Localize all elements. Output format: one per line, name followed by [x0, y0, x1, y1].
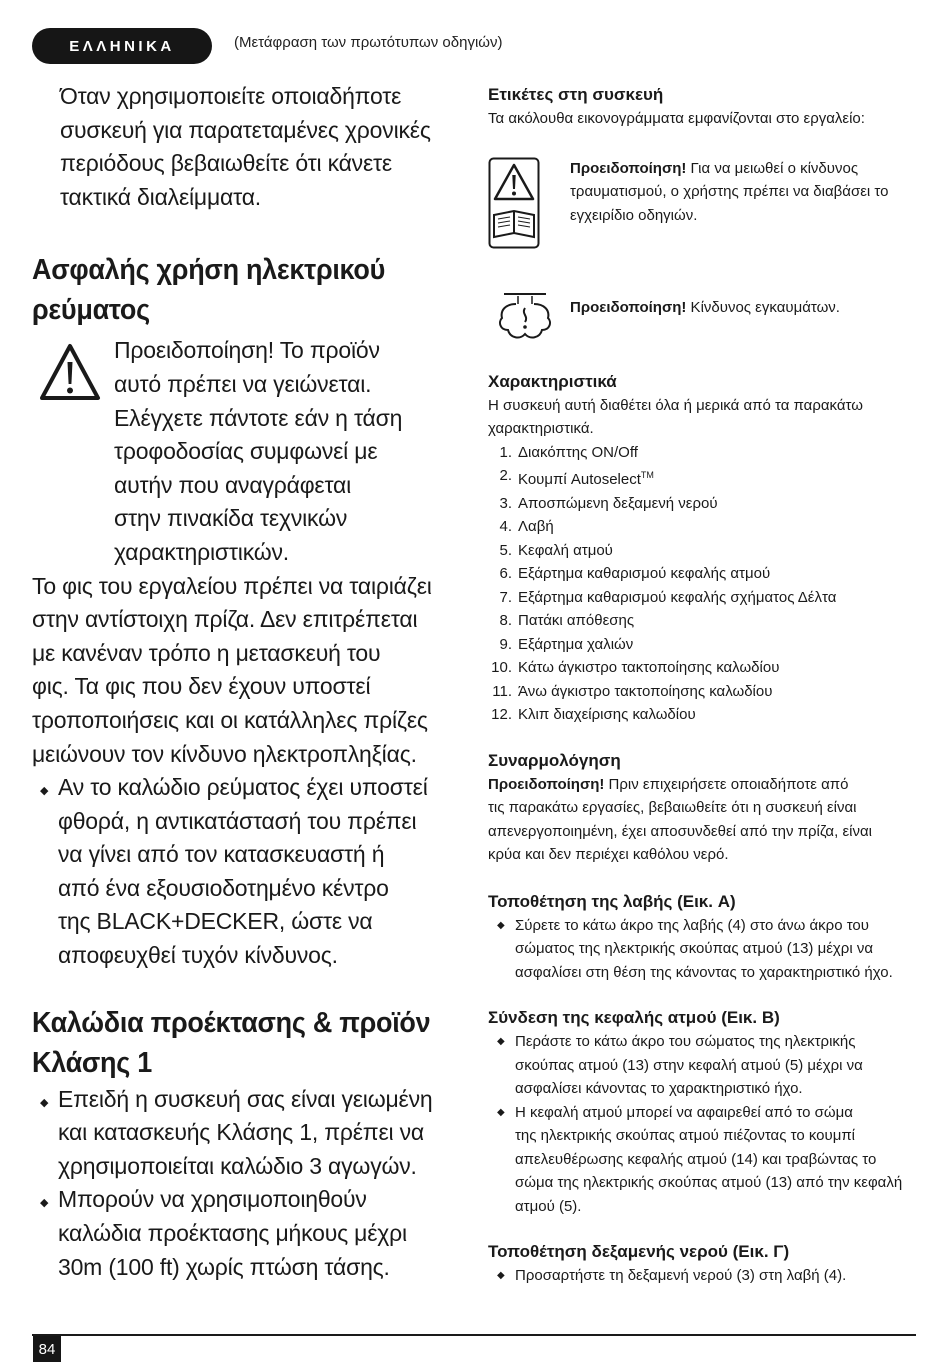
section-heading-extension-cables — [32, 1003, 432, 1083]
list-item: 1. Διακόπτης ON/Off — [499, 443, 638, 461]
tank-heading: Τοποθέτηση δεξαμενής νερού (Εικ. Γ) — [488, 1242, 790, 1261]
text-line: στην πινακίδα τεχνικών — [114, 505, 348, 532]
labels-heading: Ετικέτες στη συσκευή — [488, 85, 664, 104]
text-line: Προσαρτήστε τη δεξαμενή νερού (3) στη λαβή (4). — [515, 1267, 847, 1284]
text-line: τροποποιήσεις και οι κατάλληλες πρίζες — [32, 706, 428, 733]
text-line: αυτό πρέπει να γειώνεται. — [114, 370, 372, 397]
text-line: σώμα της ηλεκτρικής σκούπας ατμού (13) από την κεφαλή — [515, 1174, 903, 1191]
text-line: Αν το καλώδιο ρεύματος έχει υποστεί — [58, 774, 428, 801]
text-line: Όταν χρησιμοποιείτε οποιαδήποτε — [60, 83, 402, 109]
text-line: τακτικά διαλείμματα. — [60, 183, 261, 210]
text-line: Κίνδυνος εγκαυμάτων. — [686, 299, 840, 316]
page-number: 84 — [33, 1336, 61, 1362]
text-line: απενεργοποιημένη, έχει αποσυνδεθεί από την πρίζα, είναι — [488, 822, 872, 840]
list-item — [488, 1030, 928, 1101]
text-line: τροφοδοσίας συμφωνεί με — [114, 438, 378, 465]
list-item: 11. Άνω άγκιστρο τακτοποίησης καλωδίου — [492, 682, 773, 700]
text-line: Επειδή η συσκευή σας είναι γειωμένη — [58, 1085, 433, 1112]
text-line: Η κεφαλή ατμού μπορεί να αφαιρεθεί από το σώμα — [515, 1103, 853, 1121]
list-item — [32, 1183, 462, 1284]
list-item: 9. Εξάρτημα χαλιών — [499, 635, 634, 653]
text-line: χαρακτηριστικά. — [488, 420, 594, 437]
text-line: να γίνει από τον κατασκευαστή ή — [58, 841, 385, 868]
bullet-diamond-icon: ◆ — [497, 1270, 505, 1281]
text-line: Ελέγχετε πάντοτε εάν η τάση — [114, 404, 403, 431]
language-badge: ΕΛΛΗΝΙΚΑ — [32, 28, 212, 64]
text-line: Το προϊόν — [273, 337, 380, 364]
list-item: 4. Λαβή — [499, 518, 554, 535]
text-line: περιόδους βεβαιωθείτε ότι κάνετε — [60, 150, 392, 177]
text-line: μειώνουν τον κίνδυνο ηλεκτροπληξίας. — [32, 740, 417, 767]
warning-label: Προειδοποίηση! — [114, 337, 274, 364]
list-item: 8. Πατάκι απόθεσης — [499, 612, 635, 629]
labels-intro: Τα ακόλουθα εικονογράμματα εμφανίζονται στο εργαλείο: — [488, 110, 865, 127]
text-line: ατμού (5). — [515, 1197, 582, 1215]
header-note: (Μετάφραση των πρωτότυπων οδηγιών) — [234, 34, 503, 51]
text-line: της BLACK+DECKER, ώστε να — [58, 908, 373, 935]
handle-heading: Τοποθέτηση της λαβής (Εικ. A) — [488, 891, 736, 911]
text-line: αυτήν που αναγράφεται — [114, 471, 352, 498]
list-item: 12. Κλιπ διαχείρισης καλωδίου — [491, 706, 696, 723]
bullet-diamond-icon: ◆ — [497, 919, 505, 931]
text-line: απελευθέρωσης κεφαλής ατμού (14) και τραβώντας το — [515, 1150, 877, 1168]
features-list — [488, 441, 928, 727]
text-line: φθορά, η αντικατάστασή του πρέπει — [58, 807, 417, 834]
text-line: Το φις του εργαλείου πρέπει να ταιριάζει — [32, 572, 432, 599]
earthing-warning — [32, 334, 462, 569]
text-line: ασφαλίσει κάνοντας το χαρακτηριστικό ήχο. — [515, 1080, 803, 1097]
heading-line: Ασφαλής χρήση ηλεκτρικού — [32, 254, 386, 287]
bullet-diamond-icon: ◆ — [40, 1197, 49, 1210]
right-column — [488, 83, 928, 1288]
read-manual-icon — [488, 157, 540, 249]
text-line: Σύρετε το κάτω άκρο της λαβής (4) στο άνω άκρο του — [515, 916, 869, 934]
list-item: 2. Κουμπί Autoselect™ — [499, 467, 654, 488]
steamhead-heading: Σύνδεση της κεφαλής ατμού (Εικ. B) — [488, 1008, 780, 1027]
warning-label: Προειδοποίηση! — [570, 159, 687, 177]
text-line: 30m (100 ft) χωρίς πτώση τάσης. — [58, 1253, 390, 1280]
text-line: με κανέναν τρόπο η μετασκευή του — [32, 639, 381, 666]
text-line: Μπορούν να χρησιμοποιηθούν — [58, 1186, 367, 1213]
text-line: καλώδια προέκτασης μήκους μέχρι — [58, 1220, 407, 1247]
text-line: σώματος της ηλεκτρικής σκούπας ατμού (13) μέχρι να — [515, 940, 873, 957]
list-item — [488, 1264, 928, 1288]
burn-hazard-icon — [496, 292, 554, 342]
text-line: χρησιμοποιείται καλώδιο 3 αγωγών. — [58, 1152, 417, 1179]
text-line: και κατασκευής Κλάσης 1, πρέπει να — [58, 1119, 425, 1146]
label-burn-hazard — [488, 292, 928, 350]
list-item: 3. Αποσπώμενη δεξαμενή νερού — [499, 494, 718, 512]
left-column — [32, 80, 462, 1284]
text-line: Πριν επιχειρήσετε οποιαδήποτε από — [604, 775, 849, 793]
text-line: φις. Τα φις που δεν έχουν υποστεί — [32, 673, 371, 700]
text-line: κρύα και δεν περιέχει καθόλου νερό. — [488, 846, 729, 863]
plug-paragraph — [32, 570, 462, 772]
label-read-manual — [488, 157, 928, 257]
heading-line: Καλώδια προέκτασης & προϊόν — [32, 1006, 431, 1039]
text-line: χαρακτηριστικών. — [114, 538, 289, 565]
list-item — [32, 1083, 462, 1184]
assembly-paragraph — [488, 773, 928, 867]
bullet-diamond-icon: ◆ — [497, 1036, 505, 1047]
warning-label: Προειδοποίηση! — [570, 299, 687, 316]
list-item: 10. Κάτω άγκιστρο τακτοποίησης καλωδίου — [491, 659, 780, 676]
bullet-diamond-icon: ◆ — [497, 1106, 505, 1118]
text-line: συσκευή για παρατεταμένες χρονικές — [60, 116, 431, 143]
text-line: Περάστε το κάτω άκρο του σώματος της ηλεκτρικής — [515, 1033, 856, 1050]
features-intro — [488, 394, 928, 441]
text-line: εγχειρίδιο οδηγιών. — [570, 206, 698, 224]
list-item — [488, 914, 928, 985]
list-item — [32, 771, 462, 973]
text-line: σκούπας ατμού (13) στην κεφαλή ατμού (5) μέχρι να — [515, 1056, 863, 1074]
bullet-diamond-icon: ◆ — [40, 785, 49, 798]
heading-line: ρεύματος — [32, 294, 150, 327]
assembly-heading: Συναρμολόγηση — [488, 750, 621, 770]
text-line: τραυματισμού, ο χρήστης πρέπει να διαβάσει το — [570, 183, 889, 200]
heading-line: Κλάσης 1 — [32, 1046, 152, 1079]
text-line: στην αντίστοιχη πρίζα. Δεν επιτρέπεται — [32, 606, 418, 633]
warning-triangle-icon — [38, 342, 102, 406]
text-line: Για να μειωθεί ο κίνδυνος — [686, 159, 859, 177]
section-heading-electrical-safety — [32, 250, 432, 330]
list-item: 6. Εξάρτημα καθαρισμού κεφαλής ατμού — [499, 565, 771, 582]
list-item — [488, 1101, 928, 1219]
text-line: τις παρακάτω εργασίες, βεβαιωθείτε ότι η συσκευή είναι — [488, 799, 857, 816]
trademark-sup: TM — [640, 470, 654, 480]
footer-divider — [32, 1334, 916, 1336]
list-item: 5. Κεφαλή ατμού — [499, 541, 613, 559]
text-line: αποφευχθεί τυχόν κίνδυνος. — [58, 942, 338, 969]
text-line: Η συσκευή αυτή διαθέτει όλα ή μερικά από τα παρακάτω — [488, 396, 863, 414]
text-line: από ένα εξουσιοδοτημένο κέντρο — [58, 874, 389, 901]
text-line: της ηλεκτρικής σκούπας ατμού πιέζοντας το κουμπί — [515, 1127, 856, 1144]
text-line: ασφαλίσει στη θέση της κάνοντας το χαρακτηριστικό ήχο. — [515, 963, 893, 981]
features-heading: Χαρακτηριστικά — [488, 371, 617, 391]
warning-label: Προειδοποίηση! — [488, 775, 605, 793]
intro-paragraph — [32, 80, 462, 214]
list-item: 7. Εξάρτημα καθαρισμού κεφαλής σχήματος Δέλτα — [499, 588, 837, 606]
bullet-diamond-icon: ◆ — [40, 1096, 49, 1109]
